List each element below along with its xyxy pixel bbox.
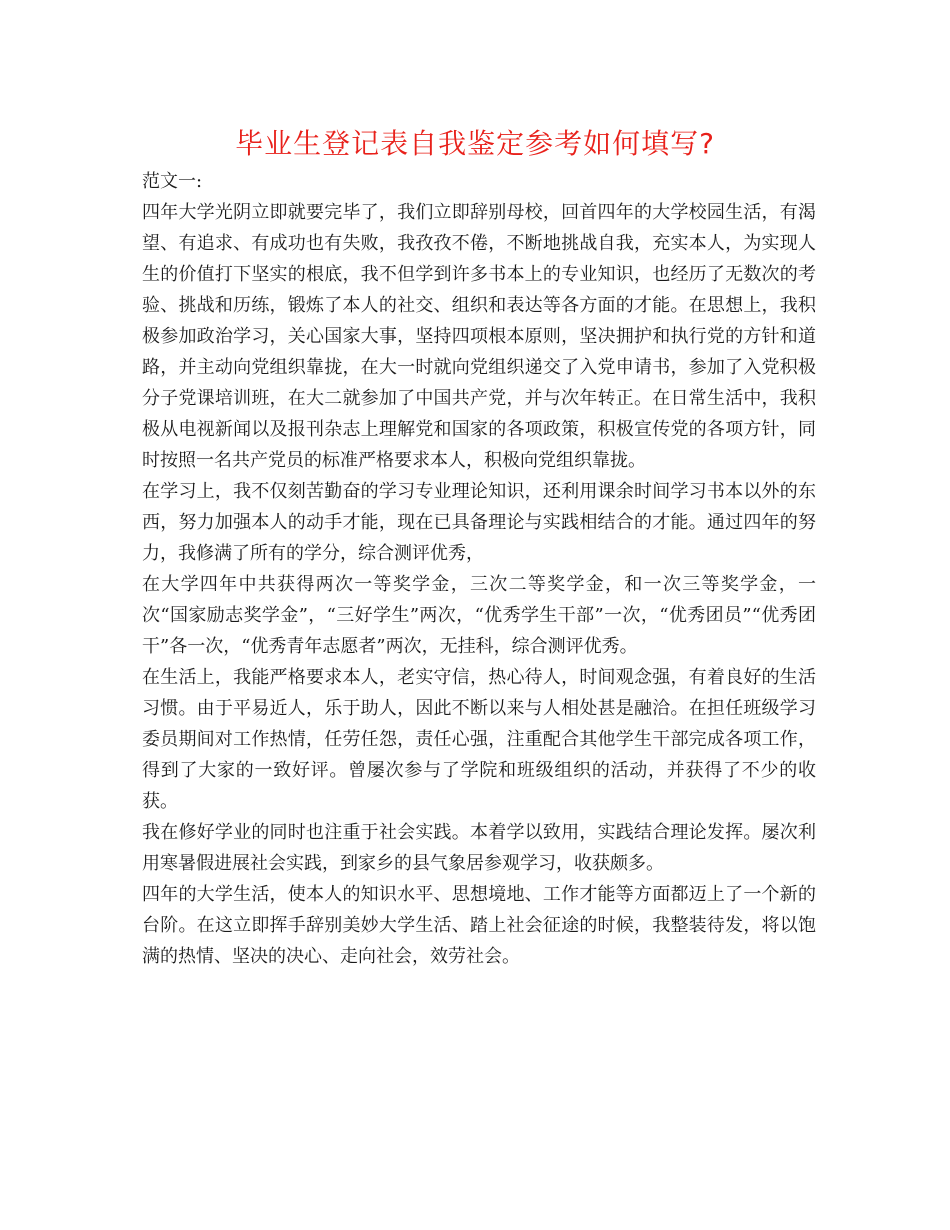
sample-label: 范文一: <box>142 171 203 192</box>
paragraph-overview: 四年大学光阴立即就要完毕了，我们立即辞别母校，回首四年的大学校园生活，有渴望、有追求、有成功也有失败，我孜孜不倦，不断地挑战自我，充实本人，为实现人生的价值打下坚实的根底，我不但学到许多书本上的专业知识，也经历了无数次的考验、挑战和历练，锻炼了本人的社交、组织和表达等各方面的才能。在思想上，我积极参加政治学习，关心国家大事，坚持四项根本原则，坚决拥护和执行党的方针和道路，并主动向党组织靠拢，在大一时就向党组织递交了入党申请书，参加了入党积极分子党课培训班，在大二就参加了中国共产党，并与次年转正。在日常生活中，我积极从电视新闻以及报刊杂志上理解党和国家的各项政策，积极宣传党的各项方针，同时按照一名共产党员的标准严格要求本人，积极向党组织靠拢。 <box>142 202 816 471</box>
paragraph-practice: 我在修好学业的同时也注重于社会实践。本着学以致用，实践结合理论发挥。屡次利用寒暑假进展社会实践，到家乡的县气象居参观学习，收获颇多。 <box>142 822 816 874</box>
paragraph-study: 在学习上，我不仅刻苦勤奋的学习专业理论知识，还利用课余时间学习书本以外的东西，努力加强本人的动手才能，现在已具备理论与实践相结合的才能。通过四年的努力，我修满了所有的学分，综合测评优秀， <box>142 481 816 564</box>
paragraph-awards: 在大学四年中共获得两次一等奖学金，三次二等奖学金，和一次三等奖学金，一次“国家励志奖学金”，“三好学生”两次，“优秀学生干部”一次，“优秀团员”“优秀团干”各一次，“优秀青年志愿者”两次，无挂科，综合测评优秀。 <box>142 574 816 657</box>
document-body <box>142 166 816 972</box>
paragraph-conclusion: 四年的大学生活，使本人的知识水平、思想境地、工作才能等方面都迈上了一个新的台阶。在这立即挥手辞别美妙大学生活、踏上社会征途的时候，我整装待发，将以饱满的热情、坚决的决心、走向社会，效劳社会。 <box>142 884 816 967</box>
document-title: 毕业生登记表自我鉴定参考如何填写? <box>235 127 715 160</box>
paragraph-life: 在生活上，我能严格要求本人，老实守信，热心待人，时间观念强，有着良好的生活习惯。由于平易近人，乐于助人，因此不断以来与人相处甚是融洽。在担任班级学习委员期间对工作热情，任劳任怨，责任心强，注重配合其他学生干部完成各项工作，得到了大家的一致好评。曾屡次参与了学院和班级组织的活动，并获得了不少的收获。 <box>142 667 816 812</box>
